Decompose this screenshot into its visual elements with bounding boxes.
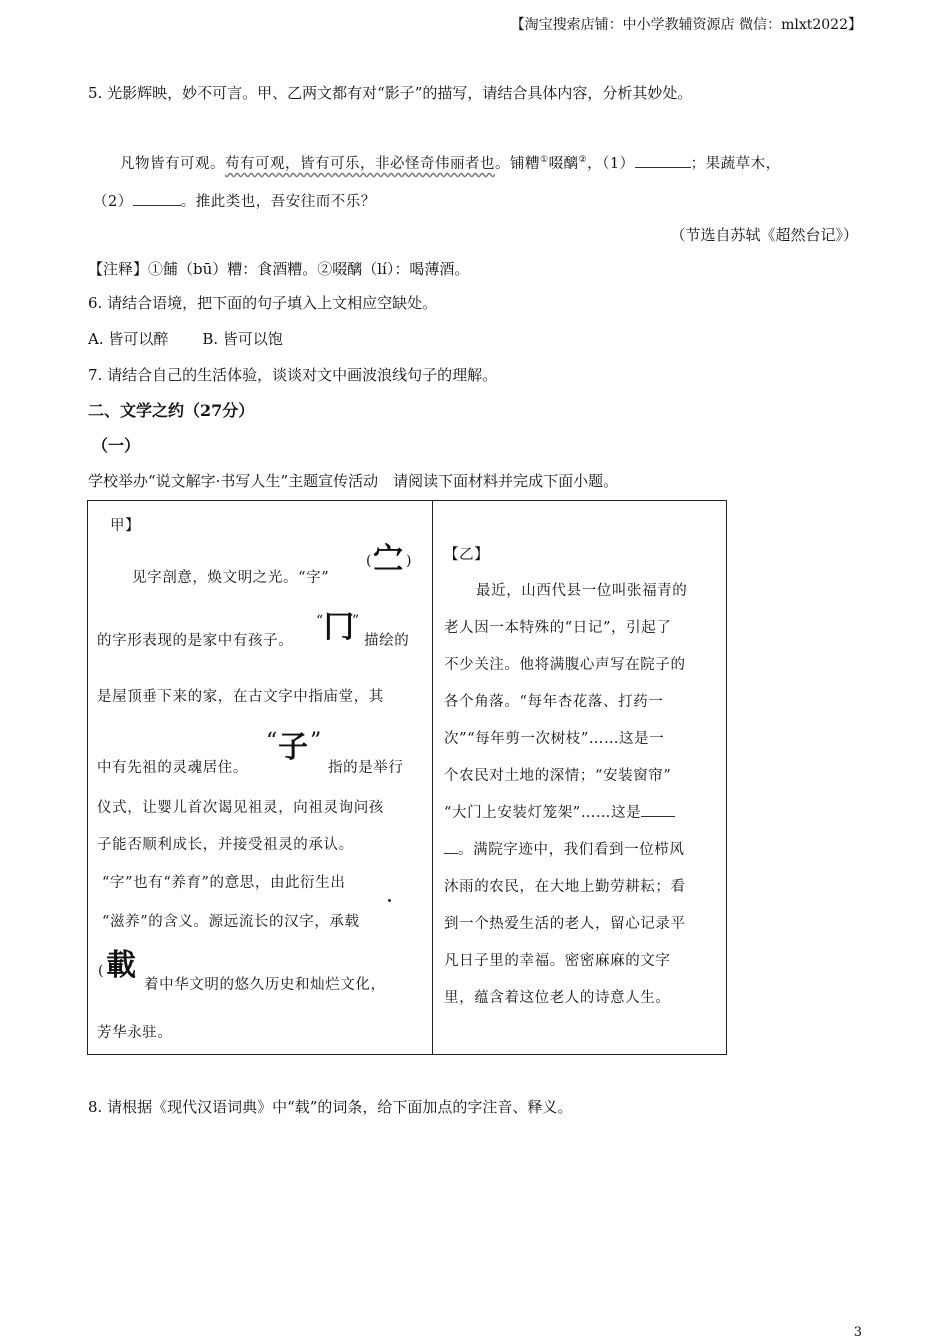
passage-text: 。推此类也，吾安往而不乐？ <box>180 194 376 210</box>
question-6: 6. 请结合语境，把下面的句子填入上文相应空缺处。 <box>88 294 438 312</box>
quote-close: ” <box>310 729 322 754</box>
wavy-underlined-sentence: 苟有可观，皆有可乐，非必怪奇伟丽者也 <box>225 156 495 172</box>
yi-label: 【乙】 <box>444 547 490 563</box>
passage-text: （2） <box>93 194 133 210</box>
yi-line-8 <box>444 838 685 859</box>
jia-line-2b: 描绘的 <box>364 633 410 649</box>
paren-left: ( <box>366 553 372 569</box>
passage-note: 【注释】①餔（bū）糟：食酒糟。②啜醨（lí）：喝薄酒。 <box>88 260 470 278</box>
paren-left: ( <box>98 963 104 979</box>
jia-line-1: 见字剖意，焕文明之光。“字” <box>132 570 330 586</box>
yi-line-6: 个农民对土地的深情；“安装窗帘” <box>444 768 672 784</box>
passage-line-1 <box>120 152 781 173</box>
passage-text: ，（1） <box>587 156 635 172</box>
yi-line-5: 次”“每年剪一次树枝”……这是一 <box>444 731 665 747</box>
fill-blank-2[interactable] <box>133 191 181 206</box>
jia-line-4b: 指的是举行 <box>328 760 404 776</box>
yi-line-3: 不少关注。他将满腹心声写在院子的 <box>444 657 686 673</box>
question-6-options <box>88 328 283 349</box>
ancient-zai-glyph-icon: 載 <box>106 948 136 983</box>
jia-line-9: 着中华文明的悠久历史和灿烂文化， <box>144 977 386 993</box>
jia-line-4: 中有先祖的灵魂居住。 <box>97 760 248 776</box>
ancient-zi-child-glyph-icon: 子 <box>278 730 308 765</box>
passage-text: ；果蔬草木， <box>690 156 781 172</box>
paren-right: ) <box>406 553 412 569</box>
jia-line-5: 仪式，让婴儿首次谒见祖灵，向祖灵询问孩 <box>97 800 384 816</box>
jia-line-6: 子能否顺利成长，并接受祖灵的承认。 <box>97 837 354 853</box>
yi-line-10: 到一个热爱生活的老人，留心记录平 <box>444 916 686 932</box>
emphasis-dot <box>388 899 391 902</box>
yi-line-2: 老人因一本特殊的“日记”，引起了 <box>444 620 672 636</box>
option-a: A. 皆可以醉 <box>88 330 169 348</box>
ancient-mian-glyph-icon: 冂 <box>324 610 354 645</box>
yi-line-12: 里，蕴含着这位老人的诗意人生。 <box>444 990 671 1006</box>
option-b: B. 皆可以饱 <box>202 330 283 348</box>
passage-line-2 <box>93 190 376 211</box>
activity-intro: 学校举办“说文解字·书写人生”主题宣传活动 请阅读下面材料并完成下面小题。 <box>88 472 619 490</box>
jia-line-2: 的字形表现的是家中有孩子。 <box>97 633 294 649</box>
jia-line-8: “滋养”的含义。源远流长的汉字，承载 <box>102 914 360 930</box>
fill-blank-3[interactable] <box>641 803 675 817</box>
question-5: 5. 光影辉映，妙不可言。甲、乙两文都有对“影子”的描写，请结合具体内容，分析其妙处。 <box>88 84 693 102</box>
passage-text: 啜醨 <box>548 156 579 172</box>
yi-line-11: 凡日子里的幸福。密密麻麻的文字 <box>444 953 671 969</box>
quote-open: “ <box>316 613 324 629</box>
question-8: 8. 请根据《现代汉语词典》中“载”的词条，给下面加点的字注音、释义。 <box>88 1098 573 1116</box>
quote-close: ” <box>352 613 360 629</box>
passage-source: （节选自苏轼《超然台记》） <box>670 226 858 244</box>
question-7: 7. 请结合自己的生活体验，谈谈对文中画波浪线句子的理解。 <box>88 366 498 384</box>
jia-label: 甲】 <box>110 518 141 534</box>
ancient-zi-glyph-icon: 㝉 <box>373 542 403 577</box>
fill-blank-3-cont[interactable] <box>444 840 458 854</box>
jia-line-10: 芳华永驻。 <box>97 1025 173 1041</box>
yi-line-7-text: “大门上安装灯笼架”……这是 <box>444 805 642 821</box>
footnote-marker: ② <box>578 155 588 166</box>
footnote-marker: ① <box>540 155 549 166</box>
passage-text: 凡物皆有可观。 <box>120 156 225 172</box>
yi-line-4: 各个角落。“每年杏花落、打药一 <box>444 694 664 710</box>
table-divider <box>432 501 433 1054</box>
jia-line-7: “字”也有“养育”的意思，由此衍生出 <box>102 875 346 891</box>
yi-line-8-text: 。满院字迹中，我们看到一位栉风 <box>458 842 685 858</box>
page-header: 【淘宝搜索店铺：中小学教辅资源店 微信：mlxt2022】 <box>510 17 862 33</box>
page-number: 3 <box>853 1325 862 1340</box>
yi-line-1: 最近，山西代县一位叫张福青的 <box>476 583 688 599</box>
fill-blank-1[interactable] <box>635 153 691 168</box>
subsection-1-title: （一） <box>92 436 141 455</box>
yi-line-7 <box>444 801 675 822</box>
jia-line-3: 是屋顶垂下来的家，在古文字中指庙堂，其 <box>97 689 384 705</box>
materials-table <box>87 500 727 1055</box>
section-2-title: 二、文学之约（27分） <box>88 401 255 420</box>
yi-line-9: 沐雨的农民，在大地上勤劳耕耘；看 <box>444 879 686 895</box>
passage-text: 。铺糟 <box>495 156 540 172</box>
quote-open: “ <box>266 729 278 754</box>
